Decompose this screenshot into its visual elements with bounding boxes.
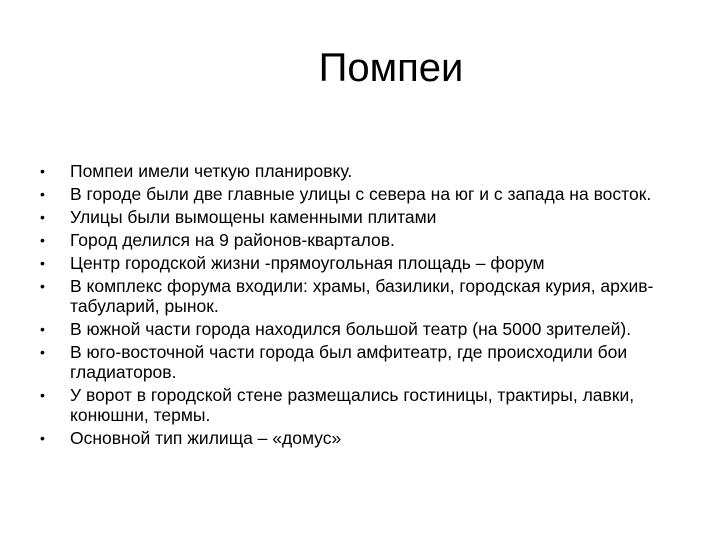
bullet-item bbox=[40, 428, 680, 448]
bullet-item bbox=[40, 230, 680, 250]
bullet-dot-icon: • bbox=[40, 163, 45, 179]
bullet-dot-icon: • bbox=[40, 387, 45, 403]
bullet-text: Помпеи имели четкую планировку. bbox=[70, 161, 353, 181]
bullet-dot-icon: • bbox=[40, 344, 45, 360]
bullet-dot-icon: • bbox=[40, 321, 45, 337]
bullet-text: В комплекс форума входили: храмы, базилики, городская курия, архив-табуларий, рынок. bbox=[70, 276, 654, 316]
bullet-text: В городе были две главные улицы с севера на юг и с запада на восток. bbox=[70, 184, 652, 204]
bullet-dot-icon: • bbox=[40, 255, 45, 271]
bullet-text: Основной тип жилища – «домус» bbox=[70, 428, 342, 448]
bullet-item bbox=[40, 207, 680, 227]
slide-title: Помпеи bbox=[318, 46, 464, 90]
bullet-item bbox=[40, 385, 680, 425]
bullet-item bbox=[40, 161, 680, 181]
bullet-text: Центр городской жизни -прямоугольная площадь – форум bbox=[70, 253, 545, 273]
bullet-item bbox=[40, 276, 680, 316]
bullet-text: Улицы были вымощены каменными плитами bbox=[70, 207, 437, 227]
bullet-dot-icon: • bbox=[40, 186, 45, 202]
bullet-text: Город делился на 9 районов-кварталов. bbox=[70, 230, 395, 250]
bullet-dot-icon: • bbox=[40, 278, 45, 294]
bullet-text: В южной части города находился большой театр (на 5000 зрителей). bbox=[70, 319, 632, 339]
bullet-dot-icon: • bbox=[40, 232, 45, 248]
bullet-text: В юго-восточной части города был амфитеатр, где происходили бои гладиаторов. bbox=[70, 342, 628, 382]
bullet-list bbox=[40, 161, 680, 451]
bullet-text: У ворот в городской стене размещались гостиницы, трактиры, лавки, конюшни, термы. bbox=[70, 385, 635, 425]
bullet-dot-icon: • bbox=[40, 430, 45, 446]
bullet-item bbox=[40, 184, 680, 204]
bullet-item bbox=[40, 253, 680, 273]
bullet-dot-icon: • bbox=[40, 209, 45, 225]
bullet-item bbox=[40, 319, 680, 339]
bullet-item bbox=[40, 342, 680, 382]
